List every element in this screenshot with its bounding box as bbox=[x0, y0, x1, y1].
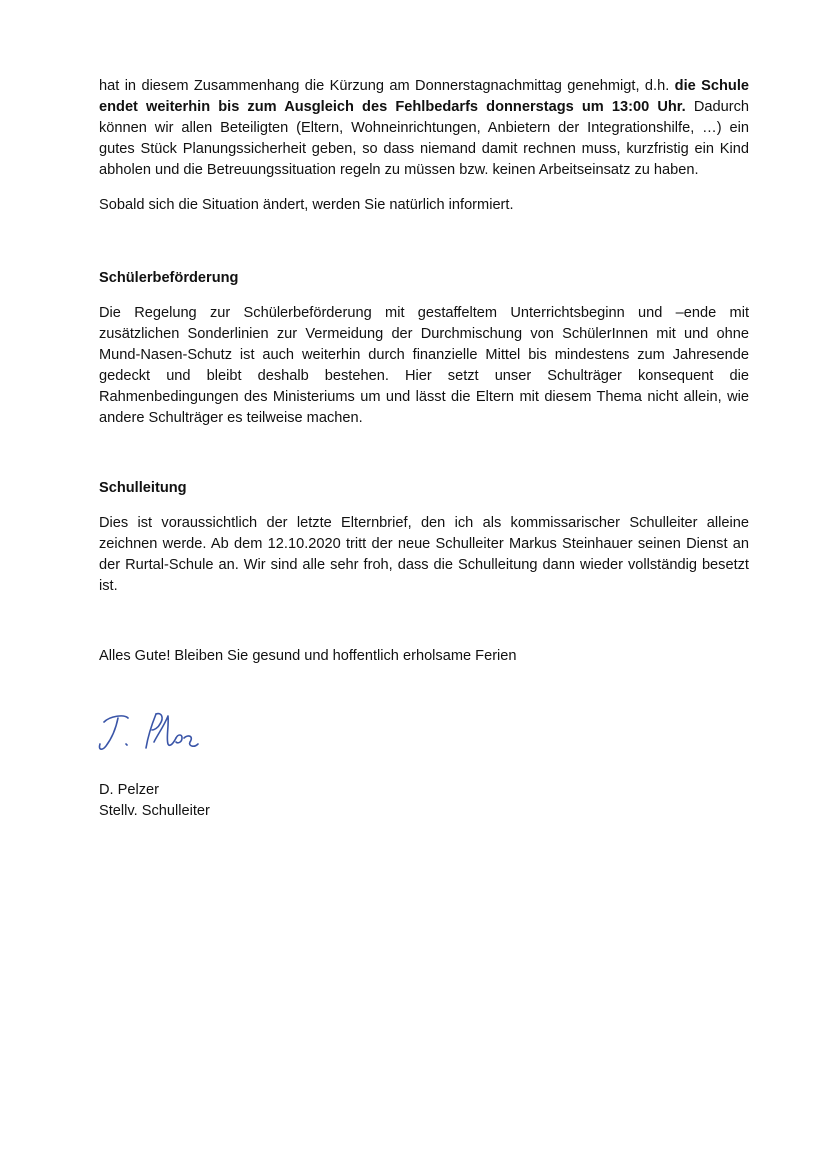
signer-block bbox=[99, 780, 210, 822]
intro-text-start: hat in diesem Zusammenhang die Kürzung am Donnerstagnachmittag genehmigt, d.h. bbox=[99, 78, 675, 94]
signature-image bbox=[82, 696, 202, 764]
leadership-heading: Schulleitung bbox=[99, 480, 187, 496]
intro-section bbox=[99, 76, 749, 216]
intro-paragraph bbox=[99, 76, 749, 181]
intro-bold-text: die Schule endet weiterhin bis zum Ausgleich des Fehlbedarfs donnerstags um 13:00 Uhr. bbox=[99, 78, 749, 115]
transport-heading: Schülerbeförderung bbox=[99, 270, 239, 286]
transport-section bbox=[99, 268, 749, 429]
intro-followup: Sobald sich die Situation ändert, werden Sie natürlich informiert. bbox=[99, 197, 514, 213]
transport-paragraph: Die Regelung zur Schülerbeförderung mit gestaffeltem Unterrichtsbeginn und –ende mit zusätzlichen Sonderlinien zur Vermeidung der Durchmischung von SchülerInnen mit und ohne Mund-Nasen-Schutz ist auch weiterhin durch finanzielle Mittel bis mindestens zum Jahresende gedeckt und bleibt deshalb bestehen. Hier setzt unser Schulträger konsequent die Rahmenbedingungen des Ministeriums um und lässt die Eltern mit diesem Thema nicht allein, wie andere Schulträger es teilweise machen. bbox=[99, 305, 749, 426]
intro-text-end: Dadurch können wir allen Beteiligten (Eltern, Wohneinrichtungen, Anbietern der Integrationshilfe, …) ein gutes Stück Planungssicherheit geben, so dass niemand damit rechnen muss, kurzfristig ein Kind abholen und die Betreuungssituation regeln zu müssen bzw. keinen Arbeitseinsatz zu haben. bbox=[99, 99, 750, 178]
closing-section bbox=[99, 646, 749, 667]
signer-name: D. Pelzer bbox=[99, 782, 160, 798]
leadership-paragraph: Dies ist voraussichtlich der letzte Elternbrief, den ich als kommissarischer Schulleiter alleine zeichnen werde. Ab dem 12.10.2020 tritt der neue Schulleiter Markus Steinhauer seinen Dienst an der Rurtal-Schule an. Wir sind alle sehr froh, dass die Schulleitung dann wieder vollständig besetzt ist. bbox=[99, 515, 749, 594]
signer-title: Stellv. Schulleiter bbox=[99, 803, 210, 819]
closing-greeting: Alles Gute! Bleiben Sie gesund und hoffentlich erholsame Ferien bbox=[99, 648, 517, 664]
leadership-section bbox=[99, 478, 749, 597]
